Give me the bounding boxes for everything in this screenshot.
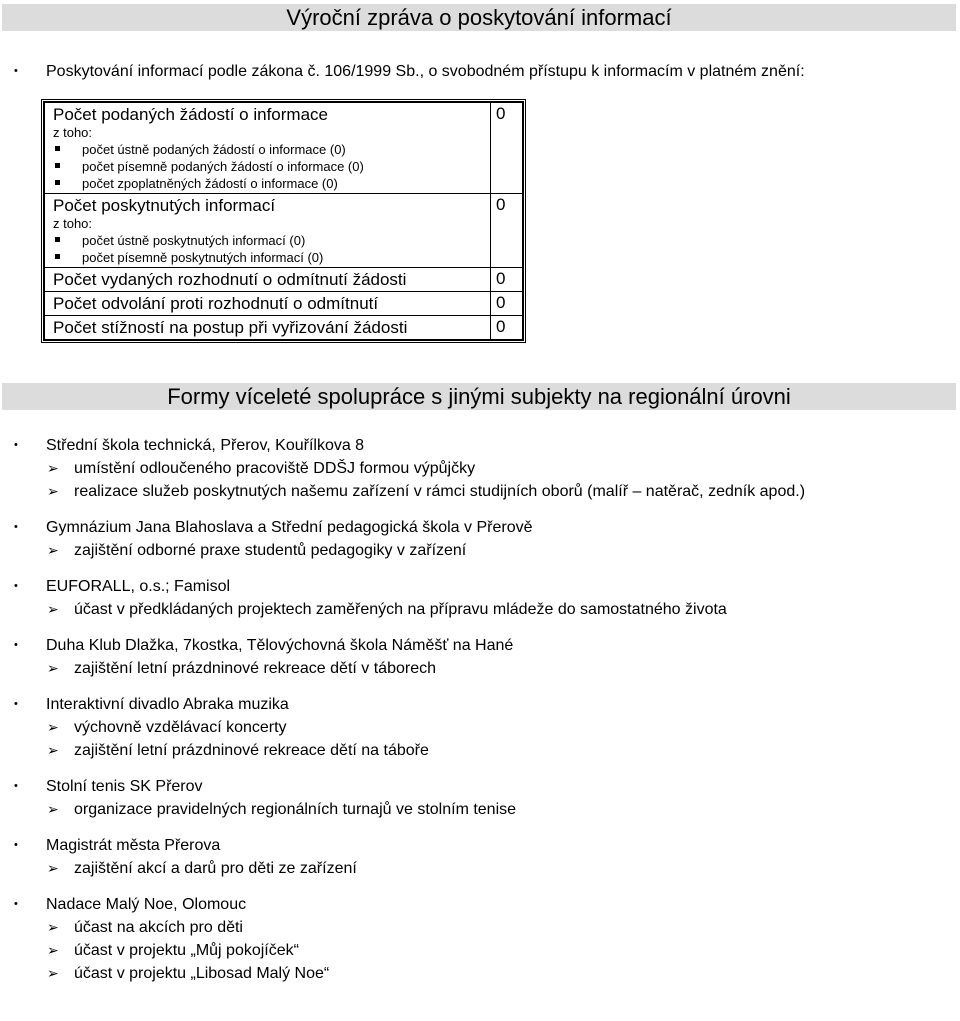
arrow-bullet-icon: ➢ — [47, 860, 59, 876]
table-row — [44, 292, 523, 316]
square-bullet-icon — [55, 180, 60, 185]
arrow-bullet-icon: ➢ — [47, 965, 59, 981]
organization-name: • Gymnázium Jana Blahoslava a Střední pedagogická škola v Přerově — [0, 516, 960, 539]
square-bullet-icon — [55, 146, 60, 151]
list-item: počet písemně podaných žádostí o informace (0) — [53, 158, 486, 175]
arrow-bullet-icon: ➢ — [47, 460, 59, 476]
bullet-icon: • — [14, 439, 18, 451]
arrow-bullet-icon: ➢ — [47, 942, 59, 958]
cooperation-item: ➢ realizace služeb poskytnutých našemu zařízení v rámci studijních oborů (malíř – natěrač, zedník apod.) — [0, 480, 960, 503]
organization-name: • Magistrát města Přerova — [0, 834, 960, 857]
square-bullet-icon — [55, 237, 60, 242]
organization-name: • Nadace Malý Noe, Olomouc — [0, 893, 960, 916]
rejections-label: Počet vydaných rozhodnutí o odmítnutí žádosti — [44, 268, 491, 292]
arrow-bullet-icon: ➢ — [47, 601, 59, 617]
intro-text: Poskytování informací podle zákona č. 106/1999 Sb., o svobodném přístupu k informacím v platném znění: — [46, 63, 805, 80]
bullet-icon: • — [14, 521, 18, 533]
cooperation-item: ➢ zajištění akcí a darů pro děti ze zařízení — [0, 857, 960, 880]
organization-name: • Interaktivní divadlo Abraka muzika — [0, 693, 960, 716]
organization-name: • Střední škola technická, Přerov, Kouřílkova 8 — [0, 434, 960, 457]
organization-name: • Stolní tenis SK Přerov — [0, 775, 960, 798]
cooperation-item: ➢ zajištění letní prázdninové rekreace dětí na táboře — [0, 739, 960, 762]
cooperation-item: ➢ výchovně vzdělávací koncerty — [0, 716, 960, 739]
cooperation-list — [0, 434, 960, 998]
list-item — [0, 775, 960, 821]
list-item: počet ústně poskytnutých informací (0) — [53, 232, 486, 249]
requests-value: 0 — [491, 102, 524, 194]
rejections-value: 0 — [491, 268, 524, 292]
list-item — [0, 634, 960, 680]
cooperation-item: ➢ zajištění letní prázdninové rekreace dětí v táborech — [0, 657, 960, 680]
provided-cell — [44, 194, 491, 268]
bullet-icon: • — [14, 639, 18, 651]
provided-label: Počet poskytnutých informací — [53, 196, 276, 215]
bullet-icon: • — [14, 580, 18, 592]
list-item — [0, 893, 960, 985]
table-row — [44, 102, 523, 194]
requests-cell — [44, 102, 491, 194]
arrow-bullet-icon: ➢ — [47, 483, 59, 499]
cooperation-item: ➢ účast v projektu „Můj pokojíček“ — [0, 939, 960, 962]
complaints-label: Počet stížností na postup při vyřizování žádosti — [44, 316, 491, 341]
bullet-icon: • — [14, 898, 18, 910]
table-row — [44, 194, 523, 268]
arrow-bullet-icon: ➢ — [47, 660, 59, 676]
requests-of-which: z toho: — [53, 125, 93, 140]
information-statistics-table — [43, 101, 524, 341]
square-bullet-icon — [55, 163, 60, 168]
cooperation-item: ➢ umístění odloučeného pracoviště DDŠJ formou výpůjčky — [0, 457, 960, 480]
bullet-icon: • — [14, 839, 18, 851]
arrow-bullet-icon: ➢ — [47, 542, 59, 558]
table-row — [44, 268, 523, 292]
cooperation-item: ➢ organizace pravidelných regionálních turnajů ve stolním tenise — [0, 798, 960, 821]
appeals-value: 0 — [491, 292, 524, 316]
cooperation-item: ➢ zajištění odborné praxe studentů pedagogiky v zařízení — [0, 539, 960, 562]
intro-paragraph — [14, 61, 805, 82]
arrow-bullet-icon: ➢ — [47, 919, 59, 935]
list-item — [0, 434, 960, 503]
page-title: Výroční zpráva o poskytování informací — [2, 4, 956, 31]
provided-of-which: z toho: — [53, 216, 93, 231]
list-item: počet písemně poskytnutých informací (0) — [53, 249, 486, 266]
appeals-label: Počet odvolání proti rozhodnutí o odmítnutí — [44, 292, 491, 316]
cooperation-item: ➢ účast na akcích pro děti — [0, 916, 960, 939]
list-item — [0, 693, 960, 762]
section-title: Formy víceleté spolupráce s jinými subjekty na regionální úrovni — [2, 383, 956, 410]
requests-label: Počet podaných žádostí o informace — [53, 105, 328, 124]
list-item — [0, 516, 960, 562]
list-item — [0, 575, 960, 621]
arrow-bullet-icon: ➢ — [47, 801, 59, 817]
bullet-icon: • — [14, 698, 18, 710]
list-item: počet zpoplatněných žádostí o informace (0) — [53, 175, 486, 192]
organization-name: • Duha Klub Dlažka, 7kostka, Tělovýchovná škola Náměšť na Hané — [0, 634, 960, 657]
complaints-value: 0 — [491, 316, 524, 341]
bullet-icon: • — [14, 780, 18, 792]
bullet-icon: • — [14, 65, 18, 77]
list-item: počet ústně podaných žádostí o informace (0) — [53, 141, 486, 158]
list-item — [0, 834, 960, 880]
organization-name: • EUFORALL, o.s.; Famisol — [0, 575, 960, 598]
arrow-bullet-icon: ➢ — [47, 719, 59, 735]
arrow-bullet-icon: ➢ — [47, 742, 59, 758]
table-row — [44, 316, 523, 341]
cooperation-item: ➢ účast v předkládaných projektech zaměřených na přípravu mládeže do samostatného života — [0, 598, 960, 621]
provided-value: 0 — [491, 194, 524, 268]
cooperation-item: ➢ účast v projektu „Libosad Malý Noe“ — [0, 962, 960, 985]
square-bullet-icon — [55, 254, 60, 259]
